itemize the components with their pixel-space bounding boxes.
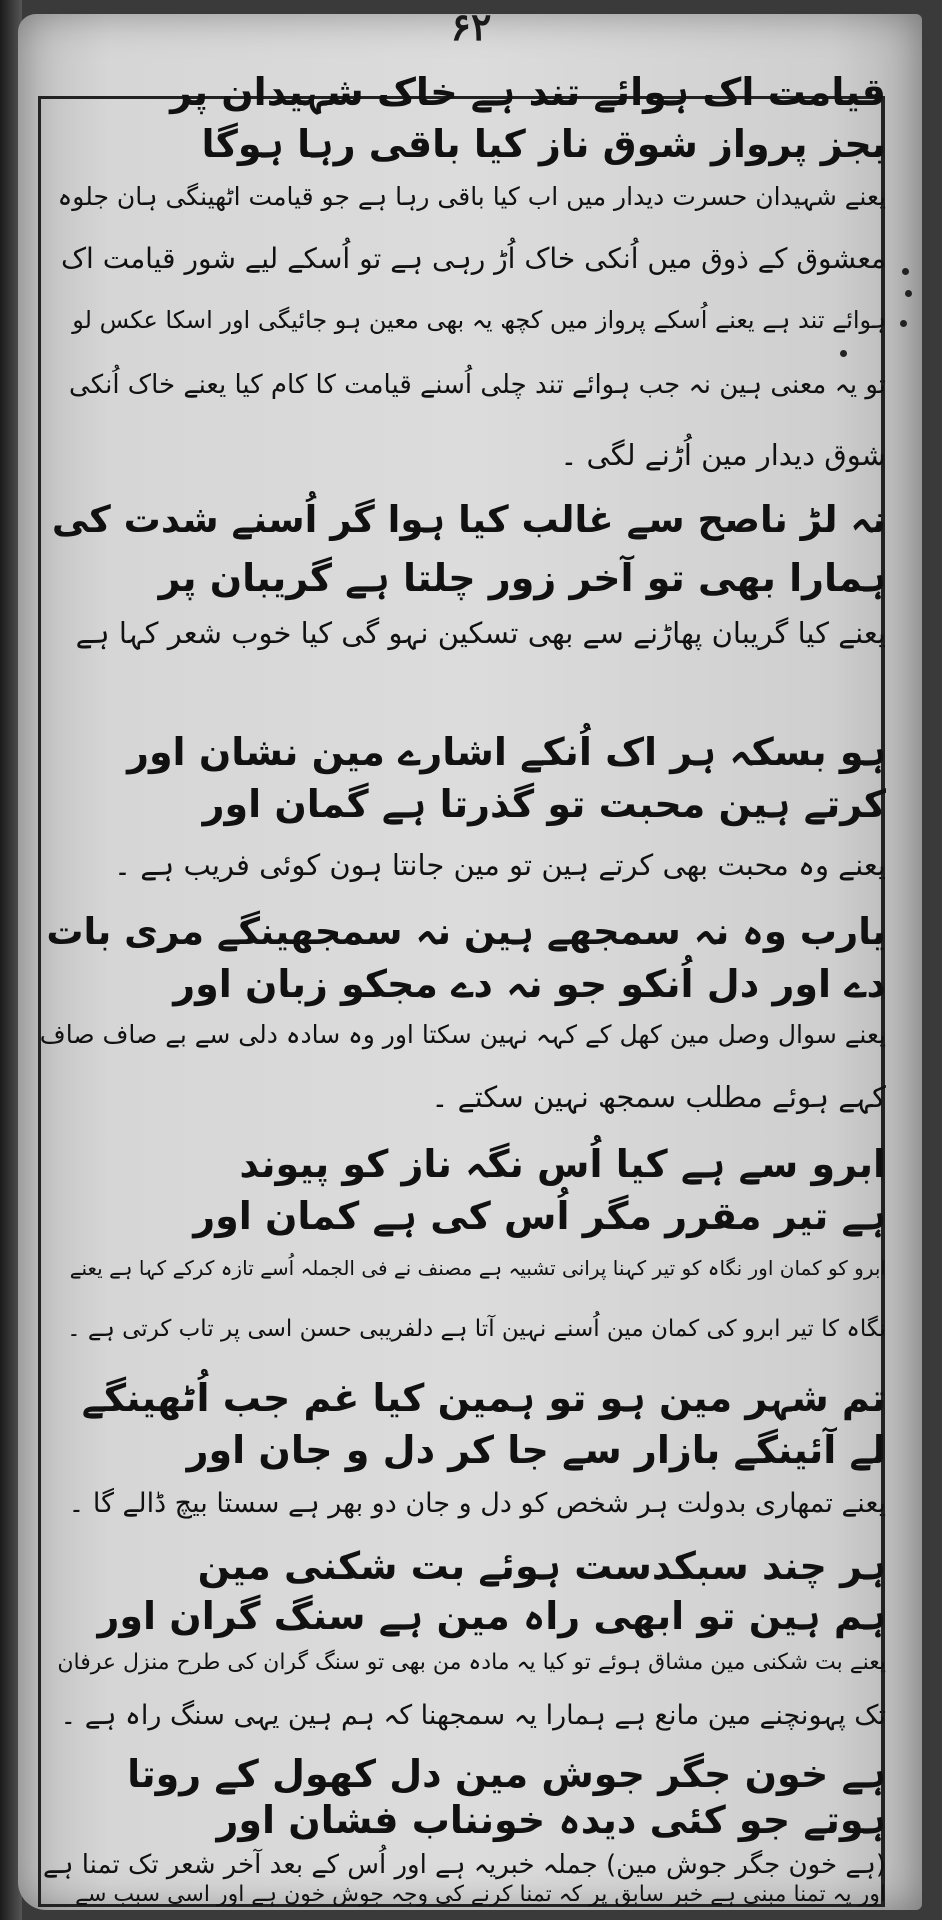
verse-line: یارب وہ نہ سمجھے ہین نہ سمجھینگے مری بات bbox=[46, 910, 886, 953]
gloss-line: ابرو کو کمان اور نگاہ کو تیر کہنا پرانی تشبیہ ہے مصنف نے فی الجملہ اُسے تازہ کرکے کہا ہے یعنے bbox=[69, 1256, 886, 1280]
gloss-line: یعنے شہیدان حسرت دیدار میں اب کیا باقی رہا ہے جو قیامت اٹھینگی ہان جلوہ bbox=[57, 182, 886, 211]
ink-dot bbox=[900, 320, 907, 327]
gloss-line: شوق دیدار مین اُڑنے لگی ۔ bbox=[560, 438, 886, 472]
gloss-line: یعنے بت شکنی مین مشاق ہوئے تو کیا یہ مادہ من بھی تو سنگ گران کی طرح منزل عرفان bbox=[57, 1650, 886, 1675]
gloss-line: تو یہ معنی ہین نہ جب ہوائے تند چلی اُسنے قیامت کا کام کیا یعنے خاک اُنکی bbox=[69, 370, 886, 400]
verse-line: تم شہر مین ہو تو ہمین کیا غم جب اُٹھینگے bbox=[81, 1376, 886, 1420]
ink-dot bbox=[905, 290, 912, 297]
gloss-line: ہوائے تند ہے یعنے اُسکے پرواز میں کچھ یہ بھی معین ہو جائیگی اور اسکا عکس لو bbox=[72, 306, 886, 334]
verse-line: ہے خون جگر جوش مین دل کھول کے روتا bbox=[127, 1752, 886, 1796]
verse-line: قیامت اک ہوائے تند ہے خاک شہیدان پر bbox=[170, 70, 886, 114]
verse-line: ہے تیر مقرر مگر اُس کی ہے کمان اور bbox=[193, 1194, 886, 1238]
verse-line: دے اور دل اُنکو جو نہ دے مجکو زبان اور bbox=[173, 962, 886, 1006]
verse-line: ہمارا بھی تو آخر زور چلتا ہے گریبان پر bbox=[158, 556, 886, 600]
verse-line: لے آئینگے بازار سے جا کر دل و جان اور bbox=[186, 1428, 886, 1472]
verse-line: ہو بسکہ ہر اک اُنکے اشارے مین نشان اور bbox=[127, 730, 886, 774]
verse-line: کرتے ہین محبت تو گذرتا ہے گمان اور bbox=[202, 782, 886, 826]
gloss-line: یعنے وہ محبت بھی کرتے ہین تو مین جانتا ہون کوئی فریب ہے ۔ bbox=[114, 848, 886, 882]
gloss-line: (ہے خون جگر جوش مین) جملہ خبریہ ہے اور اُس کے بعد آخر شعر تک تمنا ہے bbox=[43, 1850, 886, 1880]
gloss-line: نگاہ کا تیر ابرو کی کمان مین اُسنے نہین آتا ہے دلفریبی حسن اسی پر تاب کرتی ہے ۔ bbox=[67, 1316, 886, 1342]
gloss-line: معشوق کے ذوق میں اُنکی خاک اُڑ رہی ہے تو اُسکے لیے شور قیامت اک bbox=[60, 242, 886, 275]
verse-line: ابرو سے ہے کیا اُس نگہ ناز کو پیوند bbox=[239, 1142, 886, 1186]
verse-line: ہوتے جو کئی دیدہ خونناب فشان اور bbox=[216, 1798, 886, 1842]
gloss-line: یعنے سوال وصل مین کھل کے کہہ نہین سکتا اور وہ سادہ دلی سے بے صاف صاف bbox=[40, 1020, 886, 1049]
ink-dot bbox=[902, 268, 909, 275]
gloss-line: یعنے تمھاری بدولت ہر شخص کو دل و جان دو بھر ہے سستا بیچ ڈالے گا ۔ bbox=[68, 1488, 886, 1519]
gloss-line: کہے ہوئے مطلب سمجھ نہین سکتے ۔ bbox=[431, 1080, 886, 1114]
verse-line: ہم ہین تو ابھی راہ مین ہے سنگ گران اور bbox=[97, 1594, 886, 1638]
gloss-line: اور یہ تمنا مبنی ہے خبر سابق پر کہ تمنا کرنے کی وجہ جوش خون ہے اور اسی سبب سے bbox=[75, 1882, 886, 1907]
page-number: ۶۲ bbox=[450, 4, 492, 49]
text-block bbox=[40, 70, 886, 1910]
gloss-line: یعنے کیا گریبان پھاڑنے سے بھی تسکین نہو گی کیا خوب شعر کہا ہے bbox=[75, 616, 886, 650]
verse-line: ہر چند سبکدست ہوئے بت شکنی مین bbox=[197, 1544, 886, 1588]
gloss-line: تک پہونچنے مین مانع ہے ہمارا یہ سمجھنا کہ ہم ہین یہی سنگ راہ ہے ۔ bbox=[60, 1700, 886, 1731]
verse-line: بجز پرواز شوق ناز کیا باقی رہا ہوگا bbox=[201, 122, 886, 166]
verse-line: نہ لڑ ناصح سے غالب کیا ہوا گر اُسنے شدت کی bbox=[51, 498, 886, 541]
